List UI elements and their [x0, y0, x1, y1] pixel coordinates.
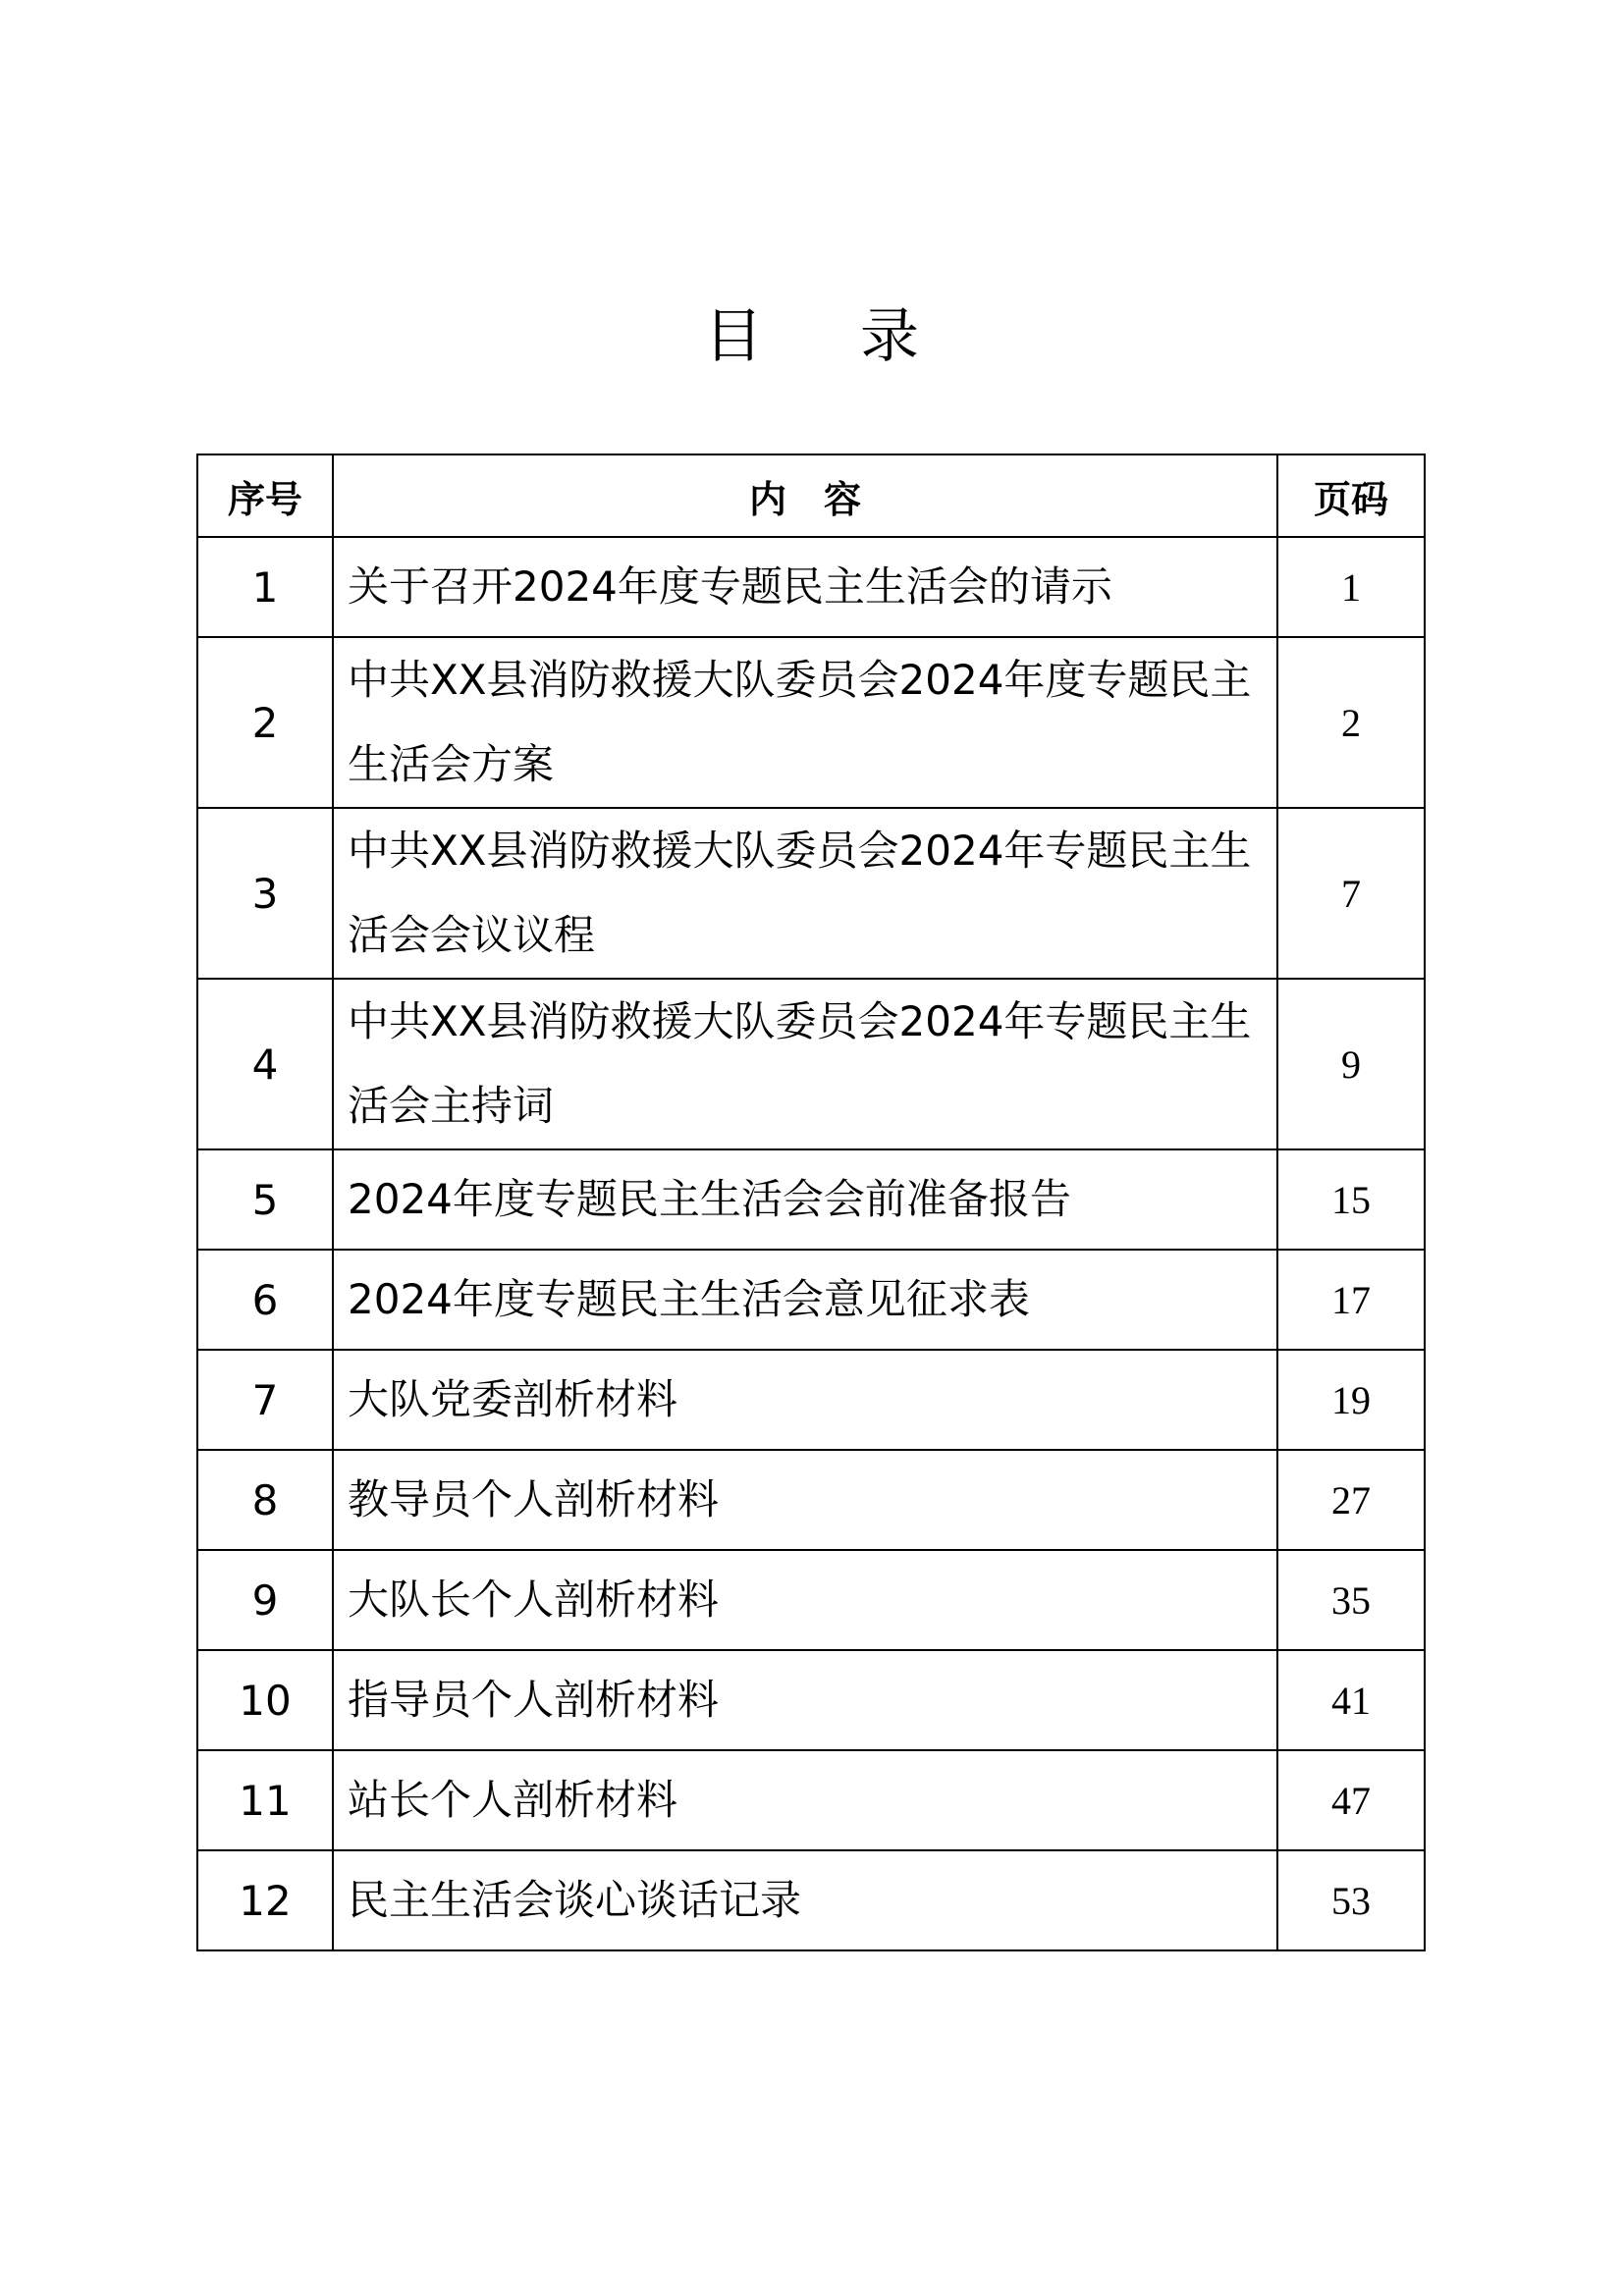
row-content: 教导员个人剖析材料 [333, 1450, 1277, 1550]
row-content: 大队党委剖析材料 [333, 1350, 1277, 1450]
table-row [197, 637, 1425, 808]
row-number: 1 [197, 537, 333, 637]
row-page: 17 [1277, 1250, 1425, 1350]
row-number: 9 [197, 1550, 333, 1650]
header-page: 页码 [1277, 454, 1425, 537]
row-number: 8 [197, 1450, 333, 1550]
toc-table [196, 454, 1426, 1951]
row-number: 2 [197, 637, 333, 808]
table-row [197, 1450, 1425, 1550]
table-row [197, 979, 1425, 1149]
row-page: 15 [1277, 1149, 1425, 1250]
table-row [197, 1750, 1425, 1850]
row-page: 47 [1277, 1750, 1425, 1850]
row-content: 民主生活会谈心谈话记录 [333, 1850, 1277, 1950]
table-row [197, 537, 1425, 637]
row-content: 大队长个人剖析材料 [333, 1550, 1277, 1650]
row-page: 9 [1277, 979, 1425, 1149]
row-content: 站长个人剖析材料 [333, 1750, 1277, 1850]
header-content: 内 容 [333, 454, 1277, 537]
page-title: 目 录 [703, 302, 959, 371]
row-content: 中共XX县消防救援大队委员会2024年专题民主生活会主持词 [333, 979, 1277, 1149]
row-page: 27 [1277, 1450, 1425, 1550]
row-number: 5 [197, 1149, 333, 1250]
row-content: 中共XX县消防救援大队委员会2024年度专题民主生活会方案 [333, 637, 1277, 808]
row-number: 10 [197, 1650, 333, 1750]
row-number: 12 [197, 1850, 333, 1950]
row-content: 2024年度专题民主生活会意见征求表 [333, 1250, 1277, 1350]
row-number: 7 [197, 1350, 333, 1450]
row-page: 7 [1277, 808, 1425, 979]
row-content: 中共XX县消防救援大队委员会2024年专题民主生活会会议议程 [333, 808, 1277, 979]
row-number: 11 [197, 1750, 333, 1850]
table-row [197, 1250, 1425, 1350]
row-page: 19 [1277, 1350, 1425, 1450]
row-content: 关于召开2024年度专题民主生活会的请示 [333, 537, 1277, 637]
row-page: 53 [1277, 1850, 1425, 1950]
table-row [197, 1149, 1425, 1250]
row-page: 1 [1277, 537, 1425, 637]
table-row [197, 1550, 1425, 1650]
header-num: 序号 [197, 454, 333, 537]
table-row [197, 808, 1425, 979]
row-number: 3 [197, 808, 333, 979]
row-content: 指导员个人剖析材料 [333, 1650, 1277, 1750]
row-content: 2024年度专题民主生活会会前准备报告 [333, 1149, 1277, 1250]
table-header-row [197, 454, 1425, 537]
row-page: 41 [1277, 1650, 1425, 1750]
row-page: 2 [1277, 637, 1425, 808]
table-row [197, 1850, 1425, 1950]
table-row [197, 1350, 1425, 1450]
row-number: 4 [197, 979, 333, 1149]
row-number: 6 [197, 1250, 333, 1350]
table-row [197, 1650, 1425, 1750]
row-page: 35 [1277, 1550, 1425, 1650]
